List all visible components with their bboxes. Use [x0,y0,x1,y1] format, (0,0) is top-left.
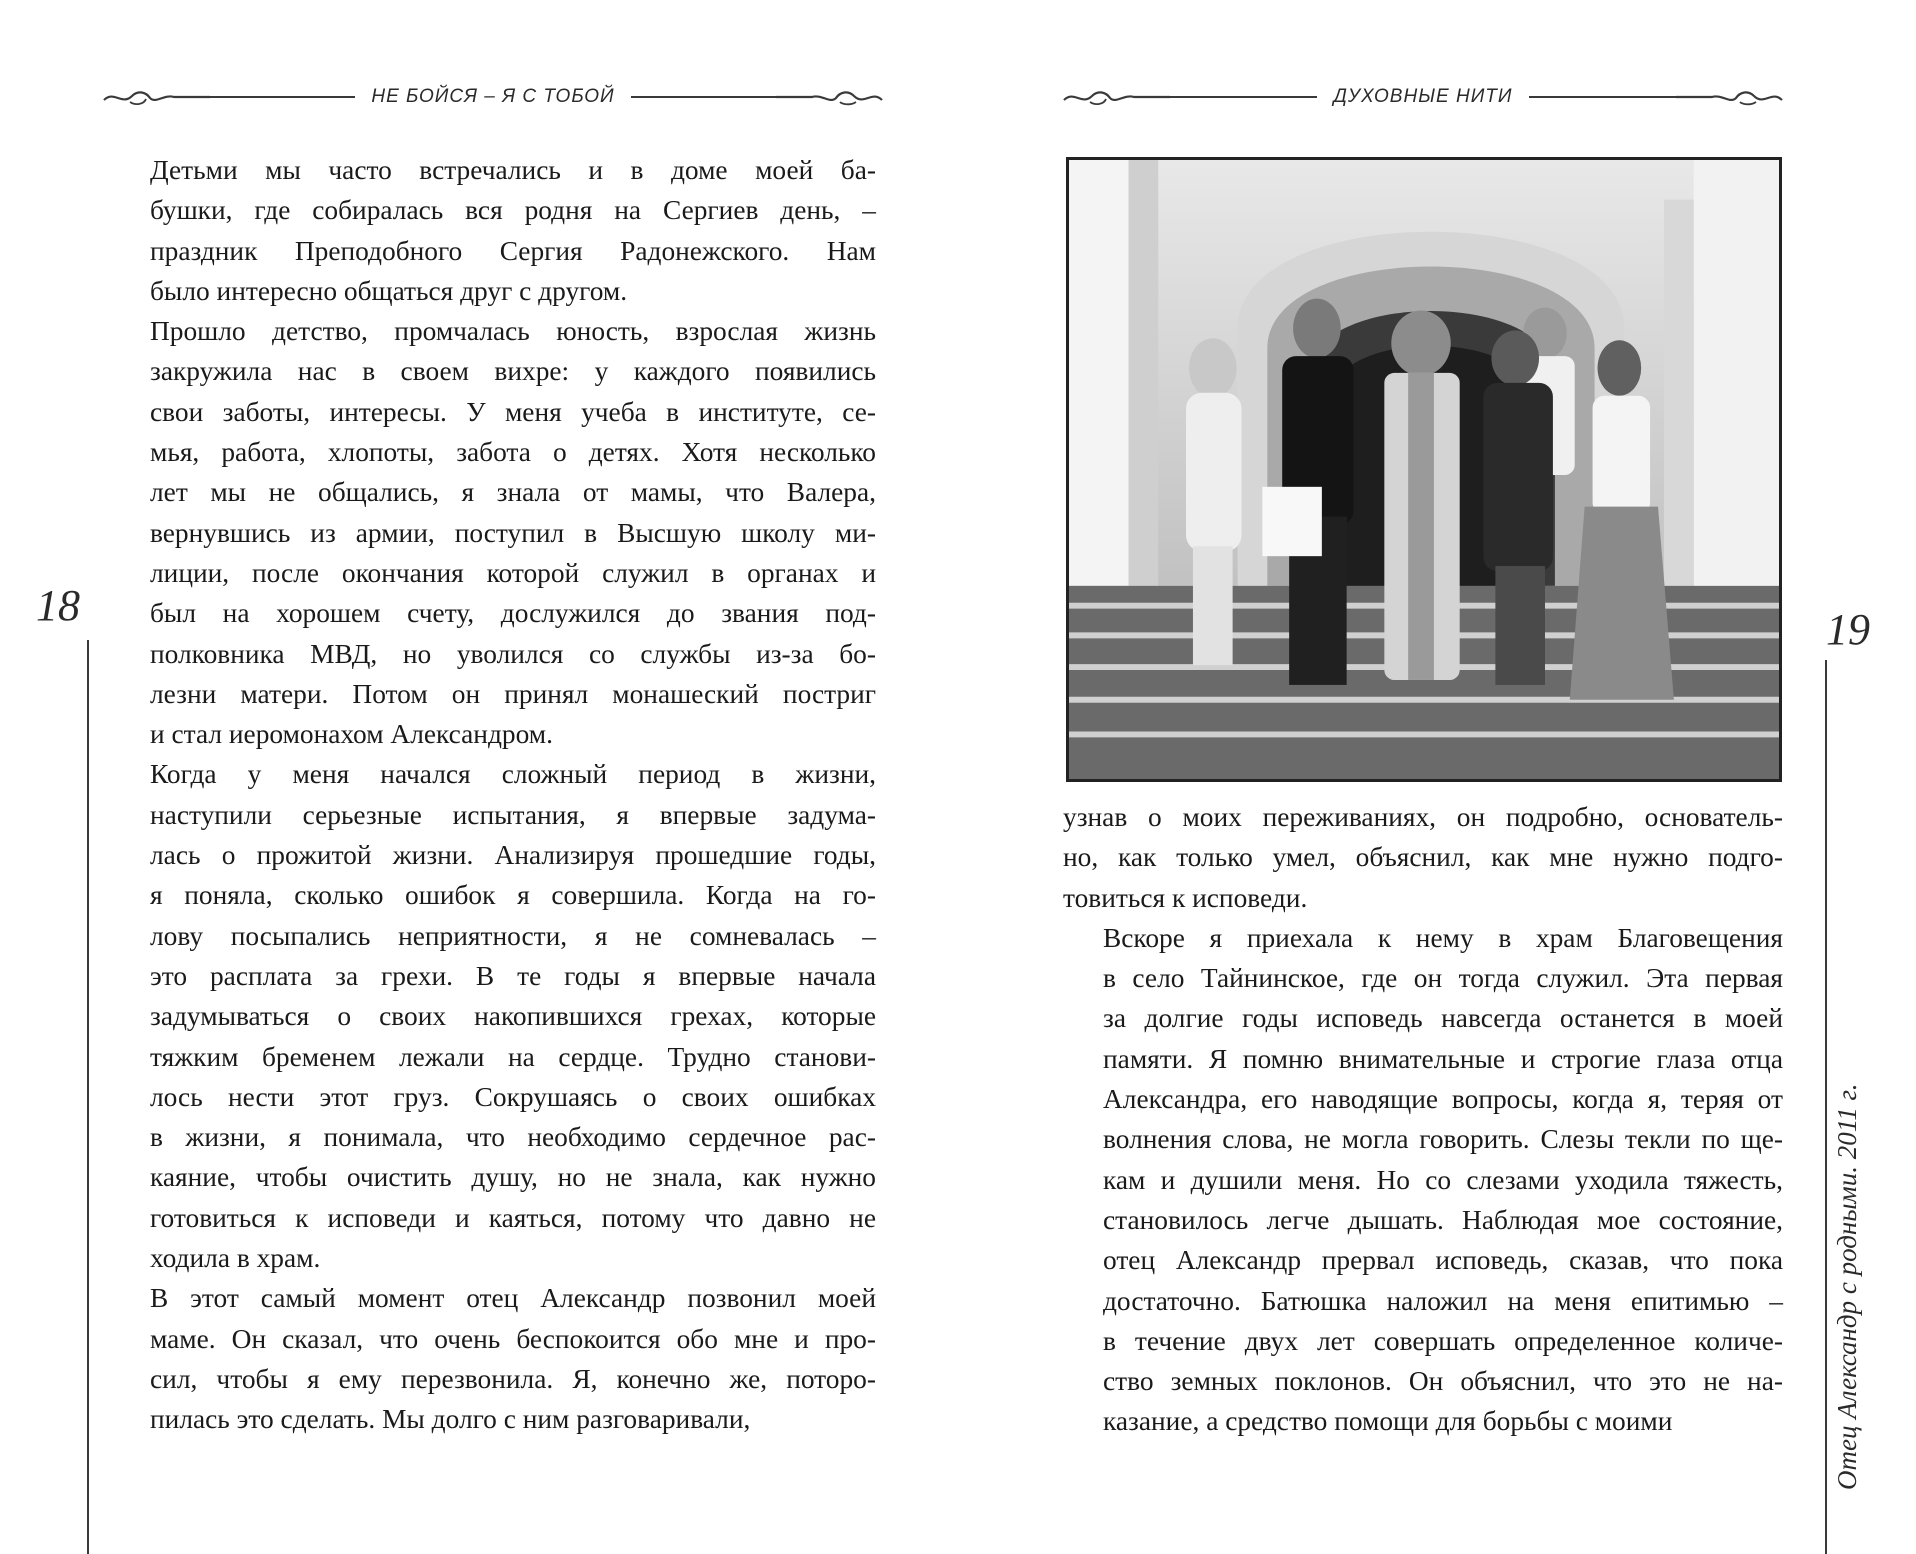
text-line: полковника МВД, но уволился со службы из-за бо- [150,638,876,669]
left-header-rule-2 [631,96,776,98]
text-line: за долгие годы исповедь навсегда останется в моей [1103,1003,1783,1034]
text-line: лиции, после окончания которой служил в органах и [150,557,876,588]
text-line: сил, чтобы я ему перезвонила. Я, конечно же, поторо- [150,1363,876,1394]
text-line: и стал иеромонахом Александром. [150,719,553,750]
text-line: в жизни, я понимала, что необходимо сердечное рас- [150,1122,876,1153]
right_page-paragraph [1063,918,1783,1442]
text-line: закружила нас в своем вихре: у каждого появились [150,356,876,387]
text-line: лось нести этот груз. Сокрушаясь о своих ошибках [150,1081,876,1112]
left-page-text [110,150,876,1440]
text-line: свои заботы, интересы. У меня учеба в институте, се- [150,396,876,427]
text-line: тяжким бременем лежали на сердце. Трудно станови- [150,1041,876,1072]
text-line: пилась это сделать. Мы долго с ним разговаривали, [150,1404,751,1435]
text-line: казание, а средство помощи для борьбы с моими [1103,1406,1673,1437]
text-line: становилось легче дышать. Наблюдая мое состояние, [1103,1204,1783,1235]
left-header-ornament-icon [100,84,210,110]
text-line: Прошло детство, промчалась юность, взрослая жизнь [150,316,876,347]
left-header-ornament-end-icon [776,84,886,110]
text-line: памяти. Я помню внимательные и строгие глаза отца [1103,1043,1783,1074]
right-header-rule-2 [1529,96,1676,98]
text-line: я поняла, сколько ошибок я совершила. Когда на го- [150,880,876,911]
text-line: задумываться о своих накопившихся грехах, которые [150,1001,876,1032]
text-line: лась о прожитой жизни. Анализируя прошедшие годы, [150,840,876,871]
text-line: лезни матери. Потом он принял монашеский постриг [150,678,876,709]
right-header-title: ДУХОВНЫЕ НИТИ [1333,86,1513,107]
right-header-ornament-end-icon [1676,84,1786,110]
right-margin-rule [1825,660,1827,1554]
photo-caption: Отец Александр с родными. 2011 г. [1832,1083,1862,1490]
text-line: это расплата за грехи. В те годы я впервые начала [150,960,876,991]
left-margin-rule [87,640,89,1554]
text-line: Детьми мы часто встречались и в доме моей ба- [150,155,876,185]
left_page-paragraph [110,754,876,1278]
text-line: наступили серьезные испытания, я впервые задума- [150,799,876,830]
right-running-header [1060,80,1786,114]
family-photo [1066,157,1782,782]
text-line: товиться к исповеди. [1063,882,1308,913]
text-line: В этот самый момент отец Александр позвонил моей [150,1283,876,1314]
right-page-number: 19 [1826,605,1870,654]
text-line: Александра, его наводящие вопросы, когда я, теряя от [1103,1084,1783,1115]
right-header-ornament-icon [1060,84,1170,110]
left-running-header [100,80,886,114]
text-line: ходила в храм. [150,1243,321,1274]
family-photo-image [1069,160,1779,779]
text-line: бушки, где собиралась вся родня на Сергиев день, – [150,195,876,226]
text-line: в село Тайнинское, где он тогда служил. Эта первая [1103,963,1783,994]
text-line: узнав о моих переживаниях, он подробно, основатель- [1063,802,1783,832]
text-line: Когда у меня начался сложный период в жизни, [150,759,876,790]
text-line: волнения слова, не могла говорить. Слезы текли по ще- [1103,1124,1783,1155]
text-line: отец Александр прервал исповедь, сказав, что пока [1103,1245,1783,1276]
text-line: готовиться к исповеди и каяться, потому что давно не [150,1202,876,1233]
text-line: лову посыпались неприятности, я не сомневалась – [150,920,876,951]
text-line: лет мы не общались, я знала от мамы, что Валера, [150,477,876,508]
text-line: достаточно. Батюшка наложил на меня епитимью – [1103,1285,1783,1316]
text-line: мья, работа, хлопоты, забота о детях. Хотя несколько [150,437,876,468]
text-line: Вскоре я приехала к нему в храм Благовещения [1103,922,1783,953]
text-line: было интересно общаться друг с другом. [150,275,628,306]
text-line: был на хорошем счету, дослужился до звания под- [150,598,876,629]
right-page-text [1063,797,1783,1442]
left_page-paragraph [110,311,876,754]
left_page-paragraph [110,1278,876,1439]
text-line: каяние, чтобы очистить душу, но не знала, как нужно [150,1162,876,1193]
text-line: вернувшись из армии, поступил в Высшую школу ми- [150,517,876,548]
left-header-title: НЕ БОЙСЯ – Я С ТОБОЙ [371,86,615,107]
text-line: кам и душили меня. Но со слезами уходила тяжесть, [1103,1164,1783,1195]
text-line: в течение двух лет совершать определенное количе- [1103,1325,1783,1356]
left-header-rule-1 [210,96,355,98]
text-line: ство земных поклонов. Он объяснил, что это не на- [1103,1366,1783,1397]
text-line: маме. Он сказал, что очень беспокоится обо мне и про- [150,1323,876,1354]
text-line: но, как только умел, объяснил, как мне нужно подго- [1063,842,1783,873]
left-page-number: 18 [36,581,80,630]
right_page-paragraph [1063,797,1783,918]
right-header-rule-1 [1170,96,1317,98]
text-line: праздник Преподобного Сергия Радонежского. Нам [150,235,876,266]
left_page-paragraph [110,150,876,311]
